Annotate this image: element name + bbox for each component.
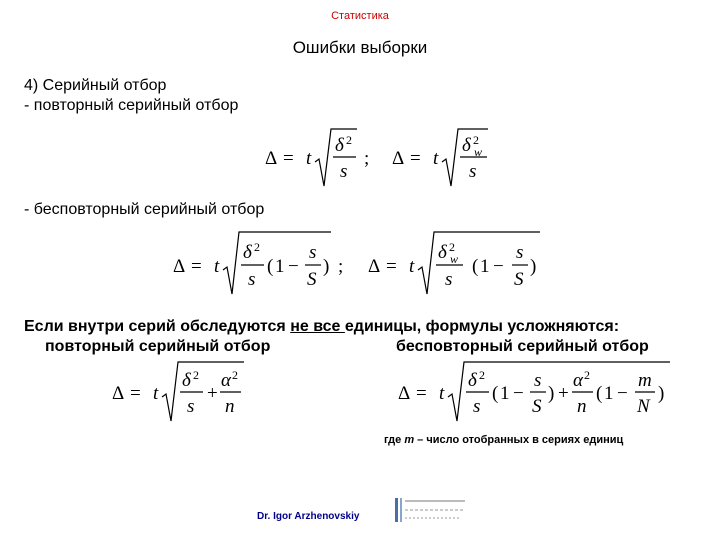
svg-text:2: 2 xyxy=(232,368,238,382)
svg-text:2: 2 xyxy=(449,240,455,254)
variable-note xyxy=(384,434,623,446)
svg-text:s: s xyxy=(473,396,481,417)
svg-text:s: s xyxy=(534,370,542,391)
svg-text:): ) xyxy=(323,256,330,277)
svg-text:=: = xyxy=(283,148,294,169)
svg-text:t: t xyxy=(433,148,439,169)
svg-text:=: = xyxy=(191,256,202,277)
svg-text:1: 1 xyxy=(500,383,510,404)
author-footer: Dr. Igor Arzhenovskiy xyxy=(257,511,360,522)
svg-text:(: ( xyxy=(596,383,603,404)
institute-logo xyxy=(395,497,467,523)
svg-text:δ: δ xyxy=(462,135,471,156)
slide-header: Статистика xyxy=(331,10,389,22)
svg-text:+: + xyxy=(558,383,569,404)
svg-text:Δ: Δ xyxy=(112,383,125,404)
svg-text:t: t xyxy=(409,256,415,277)
svg-text:δ: δ xyxy=(182,370,191,391)
svg-text:s: s xyxy=(340,161,348,182)
svg-text:(: ( xyxy=(492,383,499,404)
svg-text:): ) xyxy=(658,383,665,404)
svg-text:1: 1 xyxy=(480,256,490,277)
svg-text:=: = xyxy=(416,383,427,404)
complex-nonrepeated-label: бесповторный серийный отбор xyxy=(396,338,649,355)
svg-text:Δ: Δ xyxy=(265,148,278,169)
svg-text:2: 2 xyxy=(346,133,352,147)
svg-text:n: n xyxy=(577,396,587,417)
svg-text:m: m xyxy=(638,370,652,391)
svg-text:2: 2 xyxy=(254,240,260,254)
nonrepeated-serial-label: - бесповторный серийный отбор xyxy=(24,201,265,218)
svg-text:n: n xyxy=(225,396,235,417)
note-text: – число отобранных в сериях единиц xyxy=(414,434,624,446)
svg-text:Δ: Δ xyxy=(173,256,186,277)
note-prefix: где xyxy=(384,434,405,446)
note-variable: m xyxy=(404,434,415,446)
svg-text:δ: δ xyxy=(243,242,252,263)
svg-text:1: 1 xyxy=(604,383,614,404)
svg-text:1: 1 xyxy=(275,256,285,277)
svg-text:S: S xyxy=(307,269,317,290)
condition-underlined: не все xyxy=(290,318,345,335)
svg-text:S: S xyxy=(514,269,524,290)
svg-text:t: t xyxy=(306,148,312,169)
repeated-serial-label: - повторный серийный отбор xyxy=(24,97,239,114)
svg-text:α: α xyxy=(221,370,231,391)
svg-text:s: s xyxy=(309,242,317,263)
svg-text:N: N xyxy=(637,396,650,417)
condition-rest: единицы, формулы усложняются: xyxy=(344,318,620,335)
svg-text:δ: δ xyxy=(468,370,477,391)
svg-text:w: w xyxy=(474,145,483,159)
svg-text:2: 2 xyxy=(479,368,485,382)
svg-text:): ) xyxy=(548,383,555,404)
svg-text:α: α xyxy=(573,370,583,391)
svg-text:δ: δ xyxy=(438,242,447,263)
complex-repeated-label: повторный серийный отбор xyxy=(45,338,271,355)
svg-text:t: t xyxy=(153,383,159,404)
section-heading: 4) Серийный отбор xyxy=(24,77,167,94)
svg-text:−: − xyxy=(493,256,504,277)
formula-repeated-serial-w xyxy=(392,125,502,191)
svg-text:2: 2 xyxy=(473,133,479,147)
svg-text:s: s xyxy=(187,396,195,417)
svg-text:δ: δ xyxy=(335,135,344,156)
formula-nonrepeated-serial xyxy=(173,228,363,298)
svg-text:2: 2 xyxy=(193,368,199,382)
svg-text:(: ( xyxy=(267,256,274,277)
complex-condition-line xyxy=(24,318,619,336)
svg-text:w: w xyxy=(450,252,459,266)
formula-complex-nonrepeated xyxy=(398,358,678,424)
svg-text:=: = xyxy=(386,256,397,277)
svg-text:Δ: Δ xyxy=(392,148,405,169)
svg-text:s: s xyxy=(445,269,453,290)
svg-text:(: ( xyxy=(472,256,479,277)
svg-text:S: S xyxy=(532,396,542,417)
svg-text:;: ; xyxy=(364,148,370,169)
formula-nonrepeated-serial-w xyxy=(368,228,548,298)
svg-text:): ) xyxy=(530,256,537,277)
svg-text:Δ: Δ xyxy=(368,256,381,277)
svg-text:s: s xyxy=(516,242,524,263)
page-title: Ошибки выборки xyxy=(292,38,428,57)
svg-text:Δ: Δ xyxy=(398,383,411,404)
svg-text:−: − xyxy=(288,256,299,277)
svg-text:t: t xyxy=(214,256,220,277)
svg-text:−: − xyxy=(513,383,524,404)
svg-text:s: s xyxy=(469,161,477,182)
formula-complex-repeated xyxy=(112,358,252,424)
svg-text:=: = xyxy=(410,148,421,169)
svg-text:;: ; xyxy=(338,256,344,277)
svg-text:=: = xyxy=(130,383,141,404)
svg-text:+: + xyxy=(207,383,218,404)
svg-text:t: t xyxy=(439,383,445,404)
svg-text:−: − xyxy=(617,383,628,404)
svg-text:2: 2 xyxy=(584,368,590,382)
svg-text:s: s xyxy=(248,269,256,290)
formula-repeated-serial xyxy=(265,125,375,191)
condition-lead: Если внутри серий обследуются xyxy=(24,318,291,335)
